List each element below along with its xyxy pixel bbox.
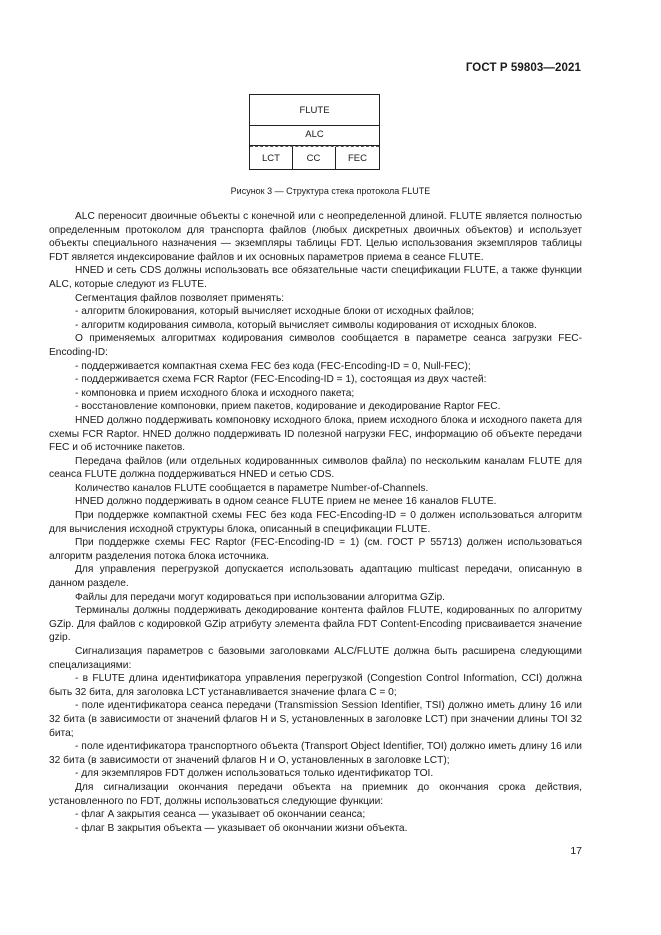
paragraph: - поле идентификатора сеанса передачи (Transmission Session Identifier, TSI) должно иметь длину 16 или 32 бита (в зависимости от значений флагов H и S, установленных в заголовке LCT) при значении длины TOI 32 бита; bbox=[49, 700, 582, 739]
figure-caption: Рисунок 3 — Структура стека протокола FLUTE bbox=[230, 186, 431, 196]
paragraph: Передача файлов (или отдельных кодированнных символов файла) по нескольким каналам FLUTE для сеанса FLUTE должна поддерживаться HNED и сетью CDS. bbox=[49, 455, 582, 481]
paragraph: HNED и сеть CDS должны использовать все обязательные части спецификации FLUTE, а также функции ALC, которые следуют из FLUTE. bbox=[49, 265, 582, 290]
paragraph: HNED должно поддерживать в одном сеансе FLUTE прием не менее 16 каналов FLUTE. bbox=[75, 496, 497, 508]
stack-layer-alc bbox=[250, 126, 379, 146]
paragraph: - восстановление компоновки, прием пакетов, кодирование и декодирование Raptor FEC. bbox=[75, 401, 501, 413]
paragraph: - компоновка и прием исходного блока и исходного пакета; bbox=[75, 387, 355, 399]
stack-layer-flute-label: FLUTE bbox=[299, 105, 330, 116]
paragraph: - алгоритм блокирования, который вычисляет исходные блоки от исходных файлов; bbox=[75, 306, 475, 318]
paragraph: Сегментация файлов позволяет применять: bbox=[75, 292, 285, 304]
standard-header: ГОСТ Р 59803—2021 bbox=[465, 62, 581, 74]
paragraph: Количество каналов FLUTE сообщается в параметре Number-of-Channels. bbox=[75, 482, 429, 494]
paragraph: Файлы для передачи могут кодироваться при использовании алгоритма GZip. bbox=[75, 591, 445, 603]
paragraph: Терминалы должны поддерживать декодирование контента файлов FLUTE, кодированных по алгоритму GZip. Для файлов с кодировкой GZip атрибуту элемента файла FDT Content-Encoding присваивается значение gzip. bbox=[49, 605, 582, 644]
paragraph: - алгоритм кодирования символа, который вычисляет символы кодирования от исходных блоков. bbox=[75, 319, 537, 331]
paragraph: Сигнализация параметров с базовыми заголовками ALC/FLUTE должна быть расширена следующими спецализациями: bbox=[49, 646, 582, 671]
paragraph: - флаг B закрытия объекта — указывает об окончании жизни объекта. bbox=[75, 822, 408, 834]
paragraph: При поддержке компактной схемы FEC без кода FEC-Encoding-ID = 0 должен использоваться алгоритм для вычисления исходной структуры блока, описанный в спецификации FLUTE. bbox=[49, 510, 582, 535]
paragraph: Для управления перегрузкой допускается использовать адаптацию multicast передачи, описанную в данном разделе. bbox=[49, 564, 582, 590]
paragraph: ALC переносит двоичные объекты с конечной или с неопределенной длиной. FLUTE является полностью определенным протоколом для транспорта файлов (любых дискретных двоичных объектов) и использует объекты специального назначения — экземпляры таблицы FDT. Целью использования экземпляров таблицы FDT является индексирование файлов и их основных параметров приема в сеансе FLUTE. bbox=[49, 211, 582, 263]
stack-layer-alc-label: ALC bbox=[305, 129, 324, 140]
stack-cell-lct: LCT bbox=[250, 147, 293, 170]
paragraph: - для экземпляров FDT должен использоваться только идентификатор TOI. bbox=[75, 768, 434, 780]
paragraph: - поле идентификатора транспортного объекта (Transport Object Identifier, TOI) должно иметь длину 16 или 32 бита (в зависимости от значений флагов H и O, установленных в заголовке LCT); bbox=[49, 741, 582, 766]
paragraph: О применяемых алгоритмах кодирования символов сообщается в параметре сеанса загрузки FEC-Encoding-ID: bbox=[49, 333, 582, 358]
paragraph: При поддержке схемы FEC Raptor (FEC-Encoding-ID = 1) (см. ГОСТ Р 55713) должен использоваться алгоритм разделения потока блока источника. bbox=[49, 537, 582, 562]
paragraph: Для сигнализации окончания передачи объекта на приемник до окончания срока действия, установленного по FDT, должны использоваться следующие функции: bbox=[49, 781, 582, 807]
stack-layer-components bbox=[250, 146, 379, 170]
paragraph: HNED должно поддерживать компоновку исходного блока, прием исходного блока и исходного пакета для схемы FCR Raptor. HNED должно поддерживать ID полезной нагрузки FEC, информацию об объекте передачи FEC и об источнике пакетов. bbox=[49, 414, 582, 454]
body-text bbox=[49, 210, 582, 835]
stack-cell-cc: CC bbox=[292, 147, 336, 170]
paragraph: - в FLUTE длина идентификатора управления перегрузкой (Congestion Control Information, CCI) должна быть 32 бита, для заголовка LCT устанавливается значение флага C = 0; bbox=[49, 673, 582, 698]
stack-layer-flute bbox=[250, 95, 379, 126]
paragraph: - флаг A закрытия сеанса — указывает об окончании сеанса; bbox=[75, 809, 366, 821]
paragraph: - поддерживается схема FCR Raptor (FEC-Encoding-ID = 1), состоящая из двух частей: bbox=[75, 374, 487, 386]
paragraph: - поддерживается компактная схема FEC без кода (FEC-Encoding-ID = 0, Null-FEC); bbox=[75, 360, 471, 372]
stack-cell-fec: FEC bbox=[348, 153, 367, 164]
protocol-stack-diagram bbox=[249, 94, 380, 170]
page-number: 17 bbox=[570, 845, 582, 857]
